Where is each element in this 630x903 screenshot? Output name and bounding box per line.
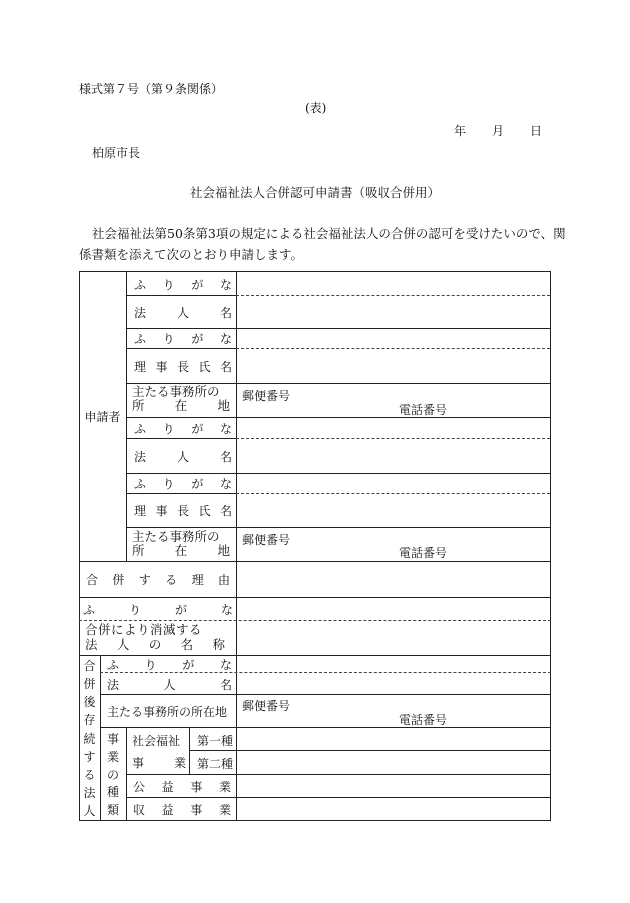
- dissolved-label-line2: 法 人 の 名 称: [85, 637, 225, 652]
- furigana-label-3: ふ り が な: [134, 421, 232, 436]
- office-label-2: [132, 530, 236, 558]
- type2-label: 第二種: [197, 757, 234, 771]
- postal-label-3: 郵便番号: [242, 699, 291, 713]
- profit-business-label: 収 益 事 業: [133, 802, 231, 817]
- business-label: 事 業: [132, 755, 186, 770]
- date-day: 日: [530, 124, 543, 138]
- date-month: 月: [492, 124, 505, 138]
- furigana-label-4: ふ り が な: [134, 476, 232, 491]
- dissolved-label-line1: 合併により消滅する: [85, 622, 203, 637]
- postal-label-2: 郵便番号: [242, 533, 291, 547]
- office-label-line1: 主たる事務所の: [132, 384, 220, 399]
- office-label-line2: 所 在 地: [132, 398, 230, 413]
- phone-label-3: 電話番号: [399, 713, 448, 727]
- phone-label-2: 電話番号: [399, 546, 448, 560]
- intro-text-line1: 社会福祉法第50条第3項の規定による社会福祉法人の合併の認可を受けたいので、関: [92, 226, 566, 241]
- date-year: 年: [454, 124, 467, 138]
- side-label: (表): [305, 101, 327, 115]
- chairman-name-label-2: 理 事 長 氏 名: [134, 503, 232, 518]
- applicant-label: 申請者: [84, 409, 121, 424]
- form-title: 社会福祉法人合併認可申請書（吸収合併用）: [190, 185, 441, 200]
- dissolved-corp-label: [85, 622, 235, 652]
- chairman-name-label-1: 理 事 長 氏 名: [134, 359, 232, 374]
- form-number: 様式第７号（第９条関係）: [79, 82, 224, 96]
- corp-name-label-1: 法 人 名: [134, 305, 232, 320]
- office-label-1: [132, 385, 236, 413]
- public-interest-label: 公 益 事 業: [133, 779, 231, 794]
- intro-text-line2: 係書類を添えて次のとおり申請します。: [79, 247, 304, 262]
- furigana-label-surviving: ふ り が な: [107, 657, 232, 672]
- merge-reason-label: 合 併 す る 理 由: [86, 572, 230, 587]
- postal-label-1: 郵便番号: [242, 389, 291, 403]
- surviving-office-label: 主たる事務所の所在地: [107, 705, 228, 719]
- phone-label-1: 電話番号: [399, 403, 448, 417]
- furigana-label-1: ふ り が な: [134, 277, 232, 292]
- furigana-label-2: ふ り が な: [134, 331, 232, 346]
- office-label-line2: 所 在 地: [132, 543, 230, 558]
- application-form-table: [79, 271, 551, 821]
- furigana-label-dissolved: ふ り が な: [83, 602, 233, 617]
- social-welfare-label: 社会福祉: [132, 734, 181, 748]
- addressee: 柏原市長: [92, 146, 141, 160]
- surviving-corp-name-label: 法 人 名: [107, 677, 232, 692]
- business-type-label: 事 業 の 種 類: [106, 732, 119, 817]
- corp-name-label-2: 法 人 名: [134, 449, 232, 464]
- surviving-corp-label: 合 併 後 存 続 す る 法 人: [83, 659, 96, 818]
- type1-label: 第一種: [197, 734, 234, 748]
- office-label-line1: 主たる事務所の: [132, 529, 220, 544]
